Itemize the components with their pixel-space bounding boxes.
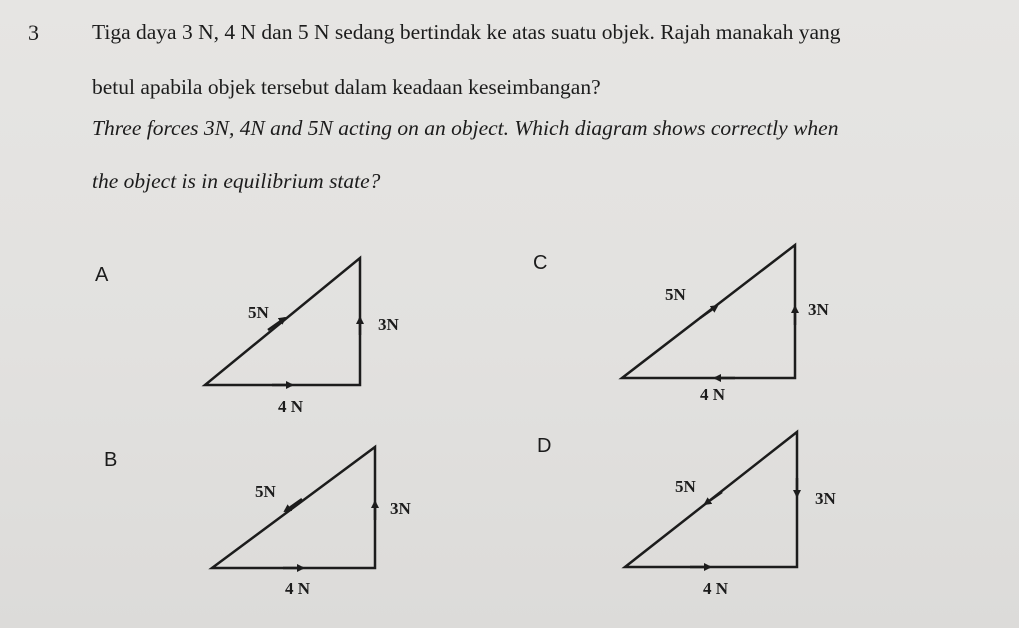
- label-d-hyp: 5N: [675, 477, 696, 496]
- arrow-d-hyp: [705, 492, 722, 504]
- question-text-english-line1: Three forces 3N, 4N and 5N acting on an object. Which diagram shows correctly when: [92, 116, 839, 140]
- label-c-hyp: 5N: [665, 285, 686, 304]
- option-a-label[interactable]: A: [95, 264, 109, 286]
- arrow-b-hyp: [285, 499, 302, 511]
- triangle-a: [205, 258, 360, 385]
- option-c-label[interactable]: C: [533, 252, 548, 274]
- label-c-vert: 3N: [808, 300, 829, 319]
- question-text-english-line2: the object is in equilibrium state?: [92, 169, 381, 193]
- option-b-label[interactable]: B: [104, 449, 118, 471]
- label-a-hyp: 5N: [248, 303, 269, 322]
- label-d-vert: 3N: [815, 489, 836, 508]
- arrow-a-hyp: [268, 318, 285, 330]
- label-b-hyp: 5N: [255, 482, 276, 501]
- diagram-a[interactable]: [205, 258, 400, 416]
- label-a-vert: 3N: [378, 315, 399, 334]
- label-b-base: 4 N: [285, 579, 311, 598]
- label-c-base: 4 N: [700, 385, 726, 404]
- diagram-d[interactable]: [625, 432, 837, 598]
- question-text-malay-line2: betul apabila objek tersebut dalam keadaan keseimbangan?: [92, 75, 601, 99]
- diagram-c[interactable]: [622, 245, 830, 404]
- question-text-malay-line1: Tiga daya 3 N, 4 N dan 5 N sedang bertindak ke atas suatu objek. Rajah manakah yang: [92, 20, 841, 44]
- triangle-b: [212, 447, 375, 568]
- label-b-vert: 3N: [390, 499, 411, 518]
- question-number: 3: [28, 20, 39, 45]
- arrow-c-hyp: [700, 306, 717, 318]
- label-d-base: 4 N: [703, 579, 729, 598]
- option-d-label[interactable]: D: [537, 435, 552, 457]
- diagram-b[interactable]: [212, 447, 412, 598]
- label-a-base: 4 N: [278, 397, 304, 416]
